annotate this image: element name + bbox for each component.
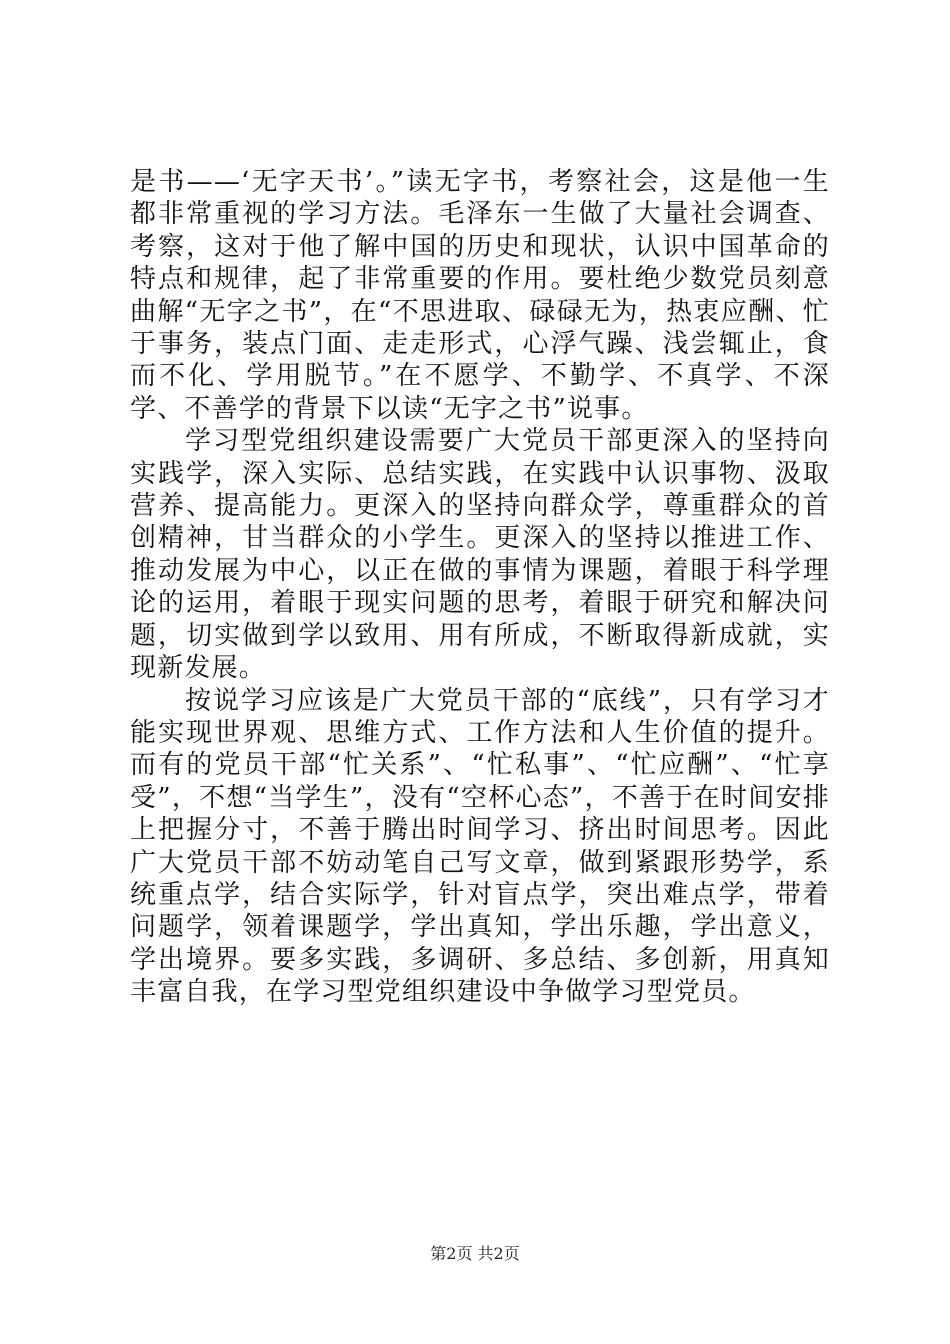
document-body [130, 166, 830, 1009]
page-number-footer: 第2页 共2页 [430, 1244, 520, 1263]
paragraph-learning-baseline: 按说学习应该是广大党员干部的“底线”，只有学习才能实现世界观、思维方式、工作方法和人生价值的提升。而有的党员干部“忙关系”、“忙私事”、“忙应酬”、“忙享受”，不想“当学生”，没有“空杯心态”，不善于在时间安排上把握分寸，不善于腾出时间学习、挤出时间思考。因此广大党员干部不妨动笔自己写文章，做到紧跟形势学，系统重点学，结合实际学，针对盲点学，突出难点学，带着问题学，领着课题学，学出真知，学出乐趣，学出意义，学出境界。要多实践，多调研、多总结、多创新，用真知丰富自我，在学习型党组织建设中争做学习型党员。 [130, 685, 830, 1008]
paragraph-practice-learning: 学习型党组织建设需要广大党员干部更深入的坚持向实践学，深入实际、总结实践，在实践中认识事物、汲取营养、提高能力。更深入的坚持向群众学，尊重群众的首创精神，甘当群众的小学生。更深入的坚持以推进工作、推动发展为中心，以正在做的事情为课题，着眼于科学理论的运用，着眼于现实问题的思考，着眼于研究和解决问题，切实做到学以致用、用有所成，不断取得新成就，实现新发展。 [130, 426, 830, 684]
paragraph-continuation: 是书——‘无字天书’。”读无字书，考察社会，这是他一生都非常重视的学习方法。毛泽东一生做了大量社会调查、考察，这对于他了解中国的历史和现状，认识中国革命的特点和规律，起了非常重要的作用。要杜绝少数党员刻意曲解“无字之书”，在“不思进取、碌碌无为，热衷应酬、忙于事务，装点门面、走走形式，心浮气躁、浅尝辄止，食而不化、学用脱节。”在不愿学、不勤学、不真学、不深学、不善学的背景下以读“无字之书”说事。 [130, 167, 830, 424]
